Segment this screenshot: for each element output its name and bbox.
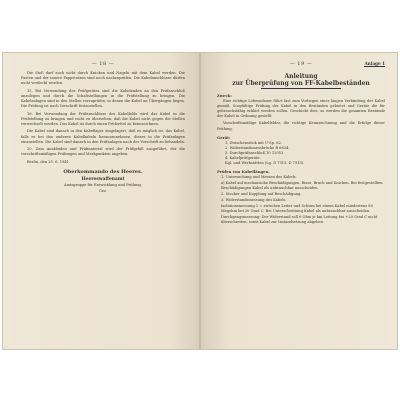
check-item: Durchgangsmessung: Der Widerstand soll 6 Ohm je km Leitung bei +20 Grad C nicht überschreiten, sonst Kabel zur Instandsetzung abgeben. xyxy=(221,214,378,224)
check-item: 3. Widerstandsmessung des Kabels. xyxy=(221,197,287,202)
paragraph: Eine richtige Lebensdauer führt fast zum Vorliegen einer langen Verbindung der Kabel gemäß. Sorgfältige Prüfung der Kabel in den Beständen gebietet und Geräte die für gebrauchsfähig erklärt werden sollen. Geschieht dies, so werden die gesamten Bestände der Kabel in Ordnung gestellt. xyxy=(217,98,385,118)
page-number: — 18 — xyxy=(91,61,115,67)
paragraph: Die Stoß darf auch nicht durch Knicken und Nageln mit dem Kabel werden. Die Pasten und der innere Pappstutzen sind noch nachzuprüfen. Die Kabelanschlüsse dürfen nicht verdeckt werden. xyxy=(21,71,185,86)
equipment-list xyxy=(225,141,385,166)
section-heading: Prüfen von Kabellängen. xyxy=(217,168,270,174)
title-underline xyxy=(261,88,341,89)
left-page xyxy=(3,53,199,349)
list-item: 4. Kabelprüfgeräte. xyxy=(225,155,261,160)
list-item: 1. Zwischenstück mit U-Sp. 62. xyxy=(225,140,282,145)
page-number: — 19 — xyxy=(289,61,313,67)
document-title: Anleitung xyxy=(284,73,318,80)
section-heading: Gerät: xyxy=(217,134,231,140)
list-item: Kgl. und Werkstätten (Lg. D 7915, D 7915). xyxy=(225,160,305,165)
paragraph: Die Kabel sind danach in den Kabellager eingelagert, daß es möglich ist, das Kabel, falls es bei den anderen Kabelkabeln herauszunehmen, dieses in die Prüfanlagen einzustellen. Die Kabel sind danach in den Prüfanlagen nach der Vorschrift zu behandeln. xyxy=(21,129,186,144)
paragraph: Vorschriftsmäßige Kabelfelder, die richtige Kennzeichnung und die Erfolge dieser Prüfung. xyxy=(217,121,385,131)
check-item: a) Kabel auf mechanische Beschädigungen, Risse, Bruch und Knicken. Bei festgestellten Beschädigungen Kabel als unbrauchbar ausscheiden. xyxy=(221,180,383,190)
section-heading: Zweck: xyxy=(217,92,232,98)
date-line: Berlin, den 25. 6. 1941. xyxy=(27,160,70,165)
list-item: 3. Durchprüfanschluß 10 12953. xyxy=(225,150,285,155)
paragraph: 16. Bei Verwendung der Prüfanschlüsse des Kabelfelds wird das Kabel in die Prüfstellung zu bringen und nicht zu übersehen, daß die Kabel nicht gegen die Stellen verwechselt werden. Das Kabel ist durch einen Prüfzettel zu kennzeichnen. xyxy=(21,111,185,126)
signature-heading: Oberkommando des Heeres. xyxy=(63,169,143,176)
check-item: Isolationsmessung 1 = zwischen Leiter und Schirm bei einem Kabel mindestens 80 Megohm bei 20 Grad C. Bei Unterschreitung Kabel als unbrauchbar ausscheiden. xyxy=(221,203,373,213)
signature-mark: Gez. xyxy=(98,189,108,194)
signature-department: Heereswaffenamt xyxy=(81,177,125,183)
paragraph: 20. Zum Auskleiden und Prüfmaterial wird der Prüfgefäß ausgeführt, der die vorschriftsmäßigen Prüfungen und Merkpunkten angeben. xyxy=(21,147,185,157)
paragraph: 15. Bei Verwendung des Prüfgerätes sind die Kabelenden an den Prüfanschluß anzulegen und durch die Schaltstellungen in die Prüfstellung zu bringen. Die Kabelanlagen sind in den Stellen vorzuprüfen, in denen die Kabel an Übergängen liegen. Die Prüfung ist nach Vorschrift festzustellen. xyxy=(21,88,185,109)
book-spread xyxy=(2,52,398,350)
right-page xyxy=(201,53,397,349)
document-subtitle: zur Überprüfung von FF-Kabelbeständen xyxy=(232,80,370,87)
signature-office: Amtsgruppe für Entwicklung und Prüfung. xyxy=(64,183,142,188)
check-item: 1. Untersuchung und Messen des Kabels. xyxy=(221,174,297,179)
list-item: 2. Widerstandsmessbrücke B 6634. xyxy=(225,145,290,150)
annex-label: Anlage 1 xyxy=(364,61,385,66)
check-item: 2. Stecker und Kupplung auf Beschädigung. xyxy=(221,191,302,196)
